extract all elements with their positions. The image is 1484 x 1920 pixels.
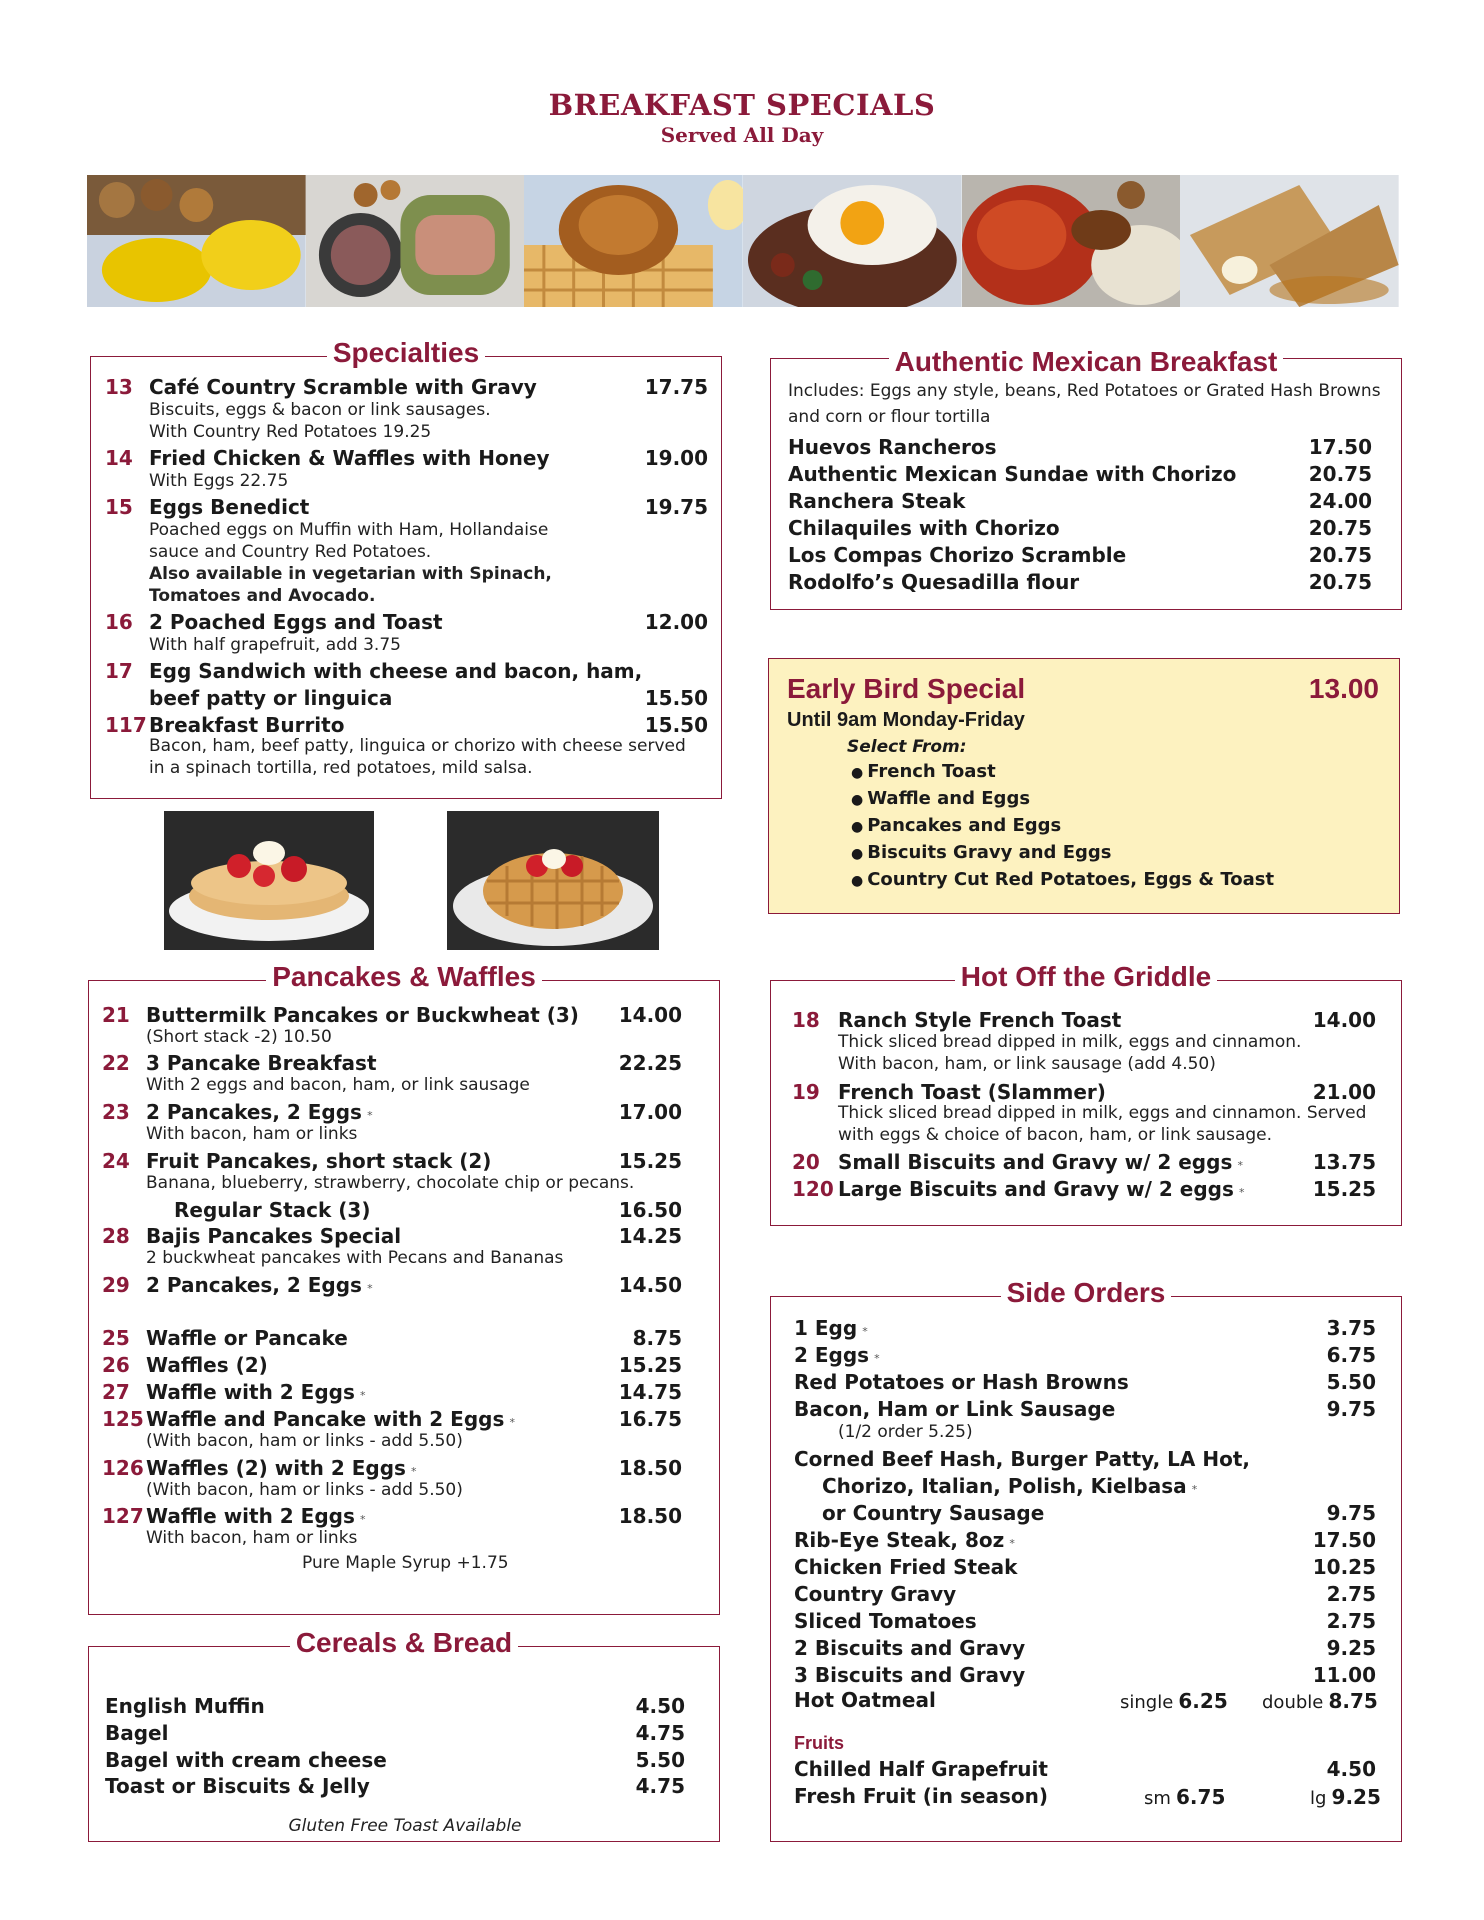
menu-item bbox=[794, 1609, 977, 1633]
item-price: 17.50 bbox=[1308, 435, 1372, 459]
fresh-fruit-small bbox=[1144, 1785, 1225, 1809]
item-price: 10.25 bbox=[1312, 1555, 1376, 1579]
item-name: Ranch Style French Toast bbox=[838, 1008, 1122, 1032]
menu-item bbox=[788, 489, 965, 513]
photo-chilaquiles bbox=[962, 175, 1181, 307]
item-name: 2 Poached Eggs and Toast bbox=[149, 610, 443, 634]
item-number: 27 bbox=[102, 1380, 130, 1404]
photo-egg-chorizo bbox=[743, 175, 962, 307]
item-name: 3 Pancake Breakfast bbox=[146, 1051, 377, 1075]
menu-item bbox=[794, 1343, 880, 1367]
item-number: 20 bbox=[792, 1150, 820, 1174]
raw-egg-asterisk: * bbox=[874, 1352, 880, 1365]
raw-egg-asterisk: * bbox=[862, 1325, 868, 1338]
early-bird-option bbox=[851, 842, 1111, 863]
option-label: Waffle and Eggs bbox=[867, 788, 1031, 809]
item-name: Waffles (2) bbox=[146, 1353, 268, 1377]
menu-item bbox=[102, 1504, 365, 1528]
item-price: 3.75 bbox=[1326, 1316, 1376, 1340]
select-from-label: Select From: bbox=[847, 737, 967, 757]
side-orders-title: Side Orders bbox=[1001, 1277, 1172, 1308]
menu-item bbox=[102, 1380, 365, 1404]
item-number: 17 bbox=[105, 659, 133, 683]
item-name: Buttermilk Pancakes or Buckwheat (3) bbox=[146, 1003, 579, 1027]
menu-item bbox=[788, 462, 1236, 486]
item-name: 3 Biscuits and Gravy bbox=[794, 1663, 1026, 1687]
item-description: With 2 eggs and bacon, ham, or link sausage bbox=[146, 1075, 530, 1095]
item-name: Authentic Mexican Sundae with Chorizo bbox=[788, 462, 1237, 486]
item-price: 21.00 bbox=[1312, 1080, 1376, 1104]
item-number: 21 bbox=[102, 1003, 130, 1027]
item-name: 2 Eggs bbox=[794, 1343, 870, 1367]
item-price: 6.75 bbox=[1326, 1343, 1376, 1367]
item-description: Banana, blueberry, strawberry, chocolate chip or pecans. bbox=[146, 1173, 635, 1193]
item-price: 18.50 bbox=[618, 1504, 682, 1528]
item-name: or Country Sausage bbox=[822, 1501, 1045, 1525]
item-price: 17.00 bbox=[618, 1100, 682, 1124]
item-number: 26 bbox=[102, 1353, 130, 1377]
item-name: Corned Beef Hash, Burger Patty, LA Hot, bbox=[794, 1447, 1250, 1471]
item-name: English Muffin bbox=[105, 1694, 265, 1718]
item-name: Regular Stack (3) bbox=[174, 1198, 371, 1222]
item-name: Waffle or Pancake bbox=[146, 1326, 348, 1350]
menu-item bbox=[794, 1663, 1025, 1687]
item-price: 14.50 bbox=[618, 1273, 682, 1297]
item-name: Waffle and Pancake with 2 Eggs bbox=[146, 1407, 505, 1431]
item-number: 15 bbox=[105, 495, 133, 519]
item-name: Bagel with cream cheese bbox=[105, 1748, 387, 1772]
photo-french-toast bbox=[1180, 175, 1399, 307]
early-bird-option bbox=[851, 788, 1030, 809]
early-bird-hours: Until 9am Monday-Friday bbox=[787, 709, 1025, 731]
raw-egg-asterisk: * bbox=[359, 1513, 366, 1526]
item-name: Rodolfo’s Quesadilla flour bbox=[788, 570, 1080, 594]
item-price: 2.75 bbox=[1326, 1582, 1376, 1606]
menu-item bbox=[788, 570, 1079, 594]
bullet-icon: ● bbox=[851, 873, 864, 889]
item-description: 2 buckwheat pancakes with Pecans and Bananas bbox=[146, 1248, 564, 1268]
raw-egg-asterisk: * bbox=[1191, 1483, 1198, 1496]
raw-egg-asterisk: * bbox=[359, 1389, 366, 1402]
menu-item bbox=[102, 1224, 401, 1248]
item-description: in a spinach tortilla, red potatoes, mild salsa. bbox=[149, 758, 533, 778]
oatmeal-double bbox=[1262, 1689, 1378, 1713]
mexican-breakfast-title: Authentic Mexican Breakfast bbox=[889, 346, 1284, 377]
photo-eggs-benedict bbox=[87, 175, 306, 307]
item-number: 22 bbox=[102, 1051, 130, 1075]
menu-item bbox=[102, 1353, 268, 1377]
item-name: Rib-Eye Steak, 8oz bbox=[794, 1528, 1005, 1552]
item-price: 11.00 bbox=[1312, 1663, 1376, 1687]
early-bird-price: 13.00 bbox=[1308, 673, 1379, 704]
menu-item-continued bbox=[149, 686, 392, 710]
oatmeal-single bbox=[1120, 1689, 1228, 1713]
item-price: 6.25 bbox=[1178, 1689, 1228, 1713]
item-price: 17.75 bbox=[644, 375, 708, 399]
raw-egg-asterisk: * bbox=[367, 1282, 373, 1295]
item-number: 117 bbox=[105, 713, 147, 737]
item-price: 14.00 bbox=[618, 1003, 682, 1027]
item-description: With Eggs 22.75 bbox=[149, 471, 289, 491]
item-price: 16.75 bbox=[618, 1407, 682, 1431]
bullet-icon: ● bbox=[851, 792, 864, 808]
item-name: Café Country Scramble with Gravy bbox=[149, 375, 537, 399]
raw-egg-asterisk: * bbox=[411, 1465, 417, 1478]
item-number: 127 bbox=[102, 1504, 144, 1528]
menu-item bbox=[102, 1003, 579, 1027]
item-price: 2.75 bbox=[1326, 1609, 1376, 1633]
item-name: Bagel bbox=[105, 1721, 169, 1745]
menu-item bbox=[102, 1100, 373, 1124]
bullet-icon: ● bbox=[851, 765, 864, 781]
item-description: Poached eggs on Muffin with Ham, Hollandaise bbox=[149, 520, 549, 540]
menu-item bbox=[105, 375, 537, 399]
item-description: Biscuits, eggs & bacon or link sausages. bbox=[149, 400, 491, 420]
early-bird-title: Early Bird Special bbox=[787, 673, 1026, 704]
gluten-free-note: Gluten Free Toast Available bbox=[288, 1816, 522, 1836]
item-description: sauce and Country Red Potatoes. bbox=[149, 542, 432, 562]
item-name: Fried Chicken & Waffles with Honey bbox=[149, 446, 550, 470]
item-description: with eggs & choice of bacon, ham, or link sausage. bbox=[838, 1125, 1273, 1145]
early-bird-option bbox=[851, 815, 1061, 836]
item-name: Fruit Pancakes, short stack (2) bbox=[146, 1149, 492, 1173]
menu-item bbox=[794, 1528, 1015, 1552]
item-price: 24.00 bbox=[1308, 489, 1372, 513]
menu-item bbox=[102, 1051, 377, 1075]
item-name: Huevos Rancheros bbox=[788, 435, 997, 459]
bullet-icon: ● bbox=[851, 819, 864, 835]
item-price: 14.00 bbox=[1312, 1008, 1376, 1032]
item-description: Thick sliced bread dipped in milk, eggs and cinnamon. Served bbox=[838, 1103, 1367, 1123]
raw-egg-asterisk: * bbox=[1238, 1186, 1245, 1199]
item-description-bold: Also available in vegetarian with Spinach, bbox=[149, 564, 552, 584]
item-number: 126 bbox=[102, 1456, 144, 1480]
item-price: 9.75 bbox=[1326, 1397, 1376, 1421]
fruits-heading: Fruits bbox=[794, 1733, 845, 1753]
menu-item bbox=[174, 1198, 370, 1222]
item-description: (With bacon, ham or links - add 5.50) bbox=[146, 1431, 463, 1451]
item-name: Ranchera Steak bbox=[788, 489, 966, 513]
item-name: Fresh Fruit (in season) bbox=[794, 1784, 1048, 1808]
includes-note: and corn or flour tortilla bbox=[788, 407, 991, 427]
item-price: 19.00 bbox=[644, 446, 708, 470]
raw-egg-asterisk: * bbox=[1237, 1159, 1243, 1172]
item-description-bold: Tomatoes and Avocado. bbox=[149, 586, 376, 606]
item-number: 28 bbox=[102, 1224, 130, 1248]
item-price: 17.50 bbox=[1312, 1528, 1376, 1552]
half-order-note: (1/2 order 5.25) bbox=[838, 1422, 973, 1442]
item-number: 19 bbox=[792, 1080, 820, 1104]
item-name: 1 Egg bbox=[794, 1316, 858, 1340]
item-number: 23 bbox=[102, 1100, 130, 1124]
item-price: 20.75 bbox=[1308, 516, 1372, 540]
item-price: 20.75 bbox=[1308, 462, 1372, 486]
item-price: 13.75 bbox=[1312, 1150, 1376, 1174]
item-price: 20.75 bbox=[1308, 570, 1372, 594]
item-price: 5.50 bbox=[1326, 1370, 1376, 1394]
item-price: 6.75 bbox=[1176, 1785, 1226, 1809]
menu-item bbox=[788, 435, 997, 459]
item-number: 24 bbox=[102, 1149, 130, 1173]
item-description: With bacon, ham, or link sausage (add 4.50) bbox=[838, 1054, 1216, 1074]
item-name: Sliced Tomatoes bbox=[794, 1609, 977, 1633]
option-label: Country Cut Red Potatoes, Eggs & Toast bbox=[867, 869, 1275, 890]
raw-egg-asterisk: * bbox=[367, 1109, 373, 1122]
item-name: Country Gravy bbox=[794, 1582, 957, 1606]
menu-item bbox=[105, 713, 344, 737]
early-bird-section bbox=[768, 658, 1400, 914]
item-price: 15.25 bbox=[1312, 1177, 1376, 1201]
menu-item bbox=[105, 446, 550, 470]
menu-item bbox=[794, 1370, 1129, 1394]
option-label: Pancakes and Eggs bbox=[867, 815, 1062, 836]
menu-item bbox=[788, 516, 1060, 540]
item-price: 4.50 bbox=[635, 1694, 685, 1718]
item-number: 18 bbox=[792, 1008, 820, 1032]
early-bird-option bbox=[851, 869, 1274, 890]
item-description: (With bacon, ham or links - add 5.50) bbox=[146, 1480, 463, 1500]
griddle-title: Hot Off the Griddle bbox=[955, 961, 1217, 992]
item-name: Chilaquiles with Chorizo bbox=[788, 516, 1060, 540]
item-name: 2 Pancakes, 2 Eggs bbox=[146, 1273, 362, 1297]
size-label: lg bbox=[1310, 1788, 1327, 1809]
option-label: Biscuits Gravy and Eggs bbox=[867, 842, 1112, 863]
raw-egg-asterisk: * bbox=[509, 1416, 515, 1429]
item-name: Los Compas Chorizo Scramble bbox=[788, 543, 1127, 567]
includes-note: Includes: Eggs any style, beans, Red Potatoes or Grated Hash Browns bbox=[788, 381, 1381, 401]
item-name: Chilled Half Grapefruit bbox=[794, 1757, 1048, 1781]
menu-item bbox=[105, 495, 309, 519]
menu-item bbox=[794, 1316, 868, 1340]
menu-item bbox=[794, 1555, 1017, 1579]
item-price: 4.50 bbox=[1326, 1757, 1376, 1781]
item-price: 19.75 bbox=[644, 495, 708, 519]
item-description: With Country Red Potatoes 19.25 bbox=[149, 422, 432, 442]
size-label: single bbox=[1120, 1692, 1174, 1713]
item-name: beef patty or linguica bbox=[149, 686, 393, 710]
size-label: double bbox=[1262, 1692, 1324, 1713]
item-name: French Toast (Slammer) bbox=[838, 1080, 1106, 1104]
item-price: 16.50 bbox=[618, 1198, 682, 1222]
item-price: 5.50 bbox=[635, 1748, 685, 1772]
item-description: With bacon, ham or links bbox=[146, 1124, 358, 1144]
item-number: 120 bbox=[792, 1177, 834, 1201]
item-price: 15.50 bbox=[644, 686, 708, 710]
item-name: Breakfast Burrito bbox=[149, 713, 345, 737]
pancakes-waffles-title: Pancakes & Waffles bbox=[266, 961, 542, 992]
item-name: Egg Sandwich with cheese and bacon, ham, bbox=[149, 659, 643, 683]
item-name: 2 Biscuits and Gravy bbox=[794, 1636, 1026, 1660]
item-price: 8.75 bbox=[1328, 1689, 1378, 1713]
bullet-icon: ● bbox=[851, 846, 864, 862]
photo-chicken-waffle bbox=[524, 175, 743, 307]
early-bird-option bbox=[851, 761, 996, 782]
item-name: 2 Pancakes, 2 Eggs bbox=[146, 1100, 362, 1124]
item-number: 16 bbox=[105, 610, 133, 634]
item-price: 9.25 bbox=[1331, 1785, 1381, 1809]
photo-pancakes bbox=[164, 811, 374, 950]
item-price: 14.75 bbox=[618, 1380, 682, 1404]
item-name: Red Potatoes or Hash Browns bbox=[794, 1370, 1129, 1394]
fresh-fruit-large bbox=[1310, 1785, 1381, 1809]
page-subtitle: Served All Day bbox=[660, 123, 824, 147]
item-price: 9.75 bbox=[1326, 1501, 1376, 1525]
menu-item bbox=[105, 610, 443, 634]
menu-item bbox=[788, 543, 1126, 567]
photo-waffle bbox=[447, 811, 659, 950]
item-name: Toast or Biscuits & Jelly bbox=[105, 1774, 370, 1798]
maple-syrup-note: Pure Maple Syrup +1.75 bbox=[302, 1553, 509, 1573]
item-price: 12.00 bbox=[644, 610, 708, 634]
item-description: With half grapefruit, add 3.75 bbox=[149, 635, 401, 655]
food-photo-strip bbox=[87, 175, 1399, 307]
item-number: 13 bbox=[105, 375, 133, 399]
item-description: (Short stack -2) 10.50 bbox=[146, 1027, 332, 1047]
item-name: Waffles (2) with 2 Eggs bbox=[146, 1456, 406, 1480]
item-number: 29 bbox=[102, 1273, 130, 1297]
menu-item bbox=[794, 1636, 1025, 1660]
item-name: Chorizo, Italian, Polish, Kielbasa bbox=[822, 1474, 1187, 1498]
cereals-bread-title: Cereals & Bread bbox=[290, 1627, 518, 1658]
item-price: 4.75 bbox=[635, 1774, 685, 1798]
item-name: Bacon, Ham or Link Sausage bbox=[794, 1397, 1116, 1421]
item-name: Small Biscuits and Gravy w/ 2 eggs bbox=[838, 1150, 1233, 1174]
item-name: Eggs Benedict bbox=[149, 495, 310, 519]
item-name: Large Biscuits and Gravy w/ 2 eggs bbox=[838, 1177, 1234, 1201]
menu-item bbox=[102, 1407, 515, 1431]
size-label: sm bbox=[1144, 1788, 1171, 1809]
item-price: 15.25 bbox=[618, 1353, 682, 1377]
item-number: 25 bbox=[102, 1326, 130, 1350]
photo-wrap bbox=[306, 175, 525, 307]
item-price: 9.25 bbox=[1326, 1636, 1376, 1660]
item-name: Waffle with 2 Eggs bbox=[146, 1504, 355, 1528]
item-number: 14 bbox=[105, 446, 133, 470]
page-title: BREAKFAST SPECIALS bbox=[548, 88, 936, 122]
item-price: 4.75 bbox=[635, 1721, 685, 1745]
item-name: Waffle with 2 Eggs bbox=[146, 1380, 355, 1404]
option-label: French Toast bbox=[867, 761, 996, 782]
menu-item bbox=[794, 1397, 1115, 1421]
item-description: Bacon, ham, beef patty, linguica or chorizo with cheese served bbox=[149, 736, 686, 756]
raw-egg-asterisk: * bbox=[1009, 1537, 1015, 1550]
item-price: 15.50 bbox=[644, 713, 708, 737]
item-price: 14.25 bbox=[618, 1224, 682, 1248]
item-price: 15.25 bbox=[618, 1149, 682, 1173]
menu-item bbox=[794, 1582, 956, 1606]
item-price: 8.75 bbox=[632, 1326, 682, 1350]
item-price: 18.50 bbox=[618, 1456, 682, 1480]
item-price: 20.75 bbox=[1308, 543, 1372, 567]
item-name: Bajis Pancakes Special bbox=[146, 1224, 402, 1248]
item-name: Hot Oatmeal bbox=[794, 1688, 936, 1712]
menu-item bbox=[102, 1273, 373, 1297]
item-name: Chicken Fried Steak bbox=[794, 1555, 1018, 1579]
item-description: With bacon, ham or links bbox=[146, 1528, 358, 1548]
menu-item bbox=[102, 1326, 348, 1350]
menu-item bbox=[102, 1456, 417, 1480]
item-description: Thick sliced bread dipped in milk, eggs and cinnamon. bbox=[838, 1032, 1302, 1052]
item-number: 125 bbox=[102, 1407, 144, 1431]
item-price: 22.25 bbox=[618, 1051, 682, 1075]
specialties-title: Specialties bbox=[327, 337, 485, 368]
menu-item bbox=[105, 659, 642, 683]
menu-item bbox=[102, 1149, 491, 1173]
